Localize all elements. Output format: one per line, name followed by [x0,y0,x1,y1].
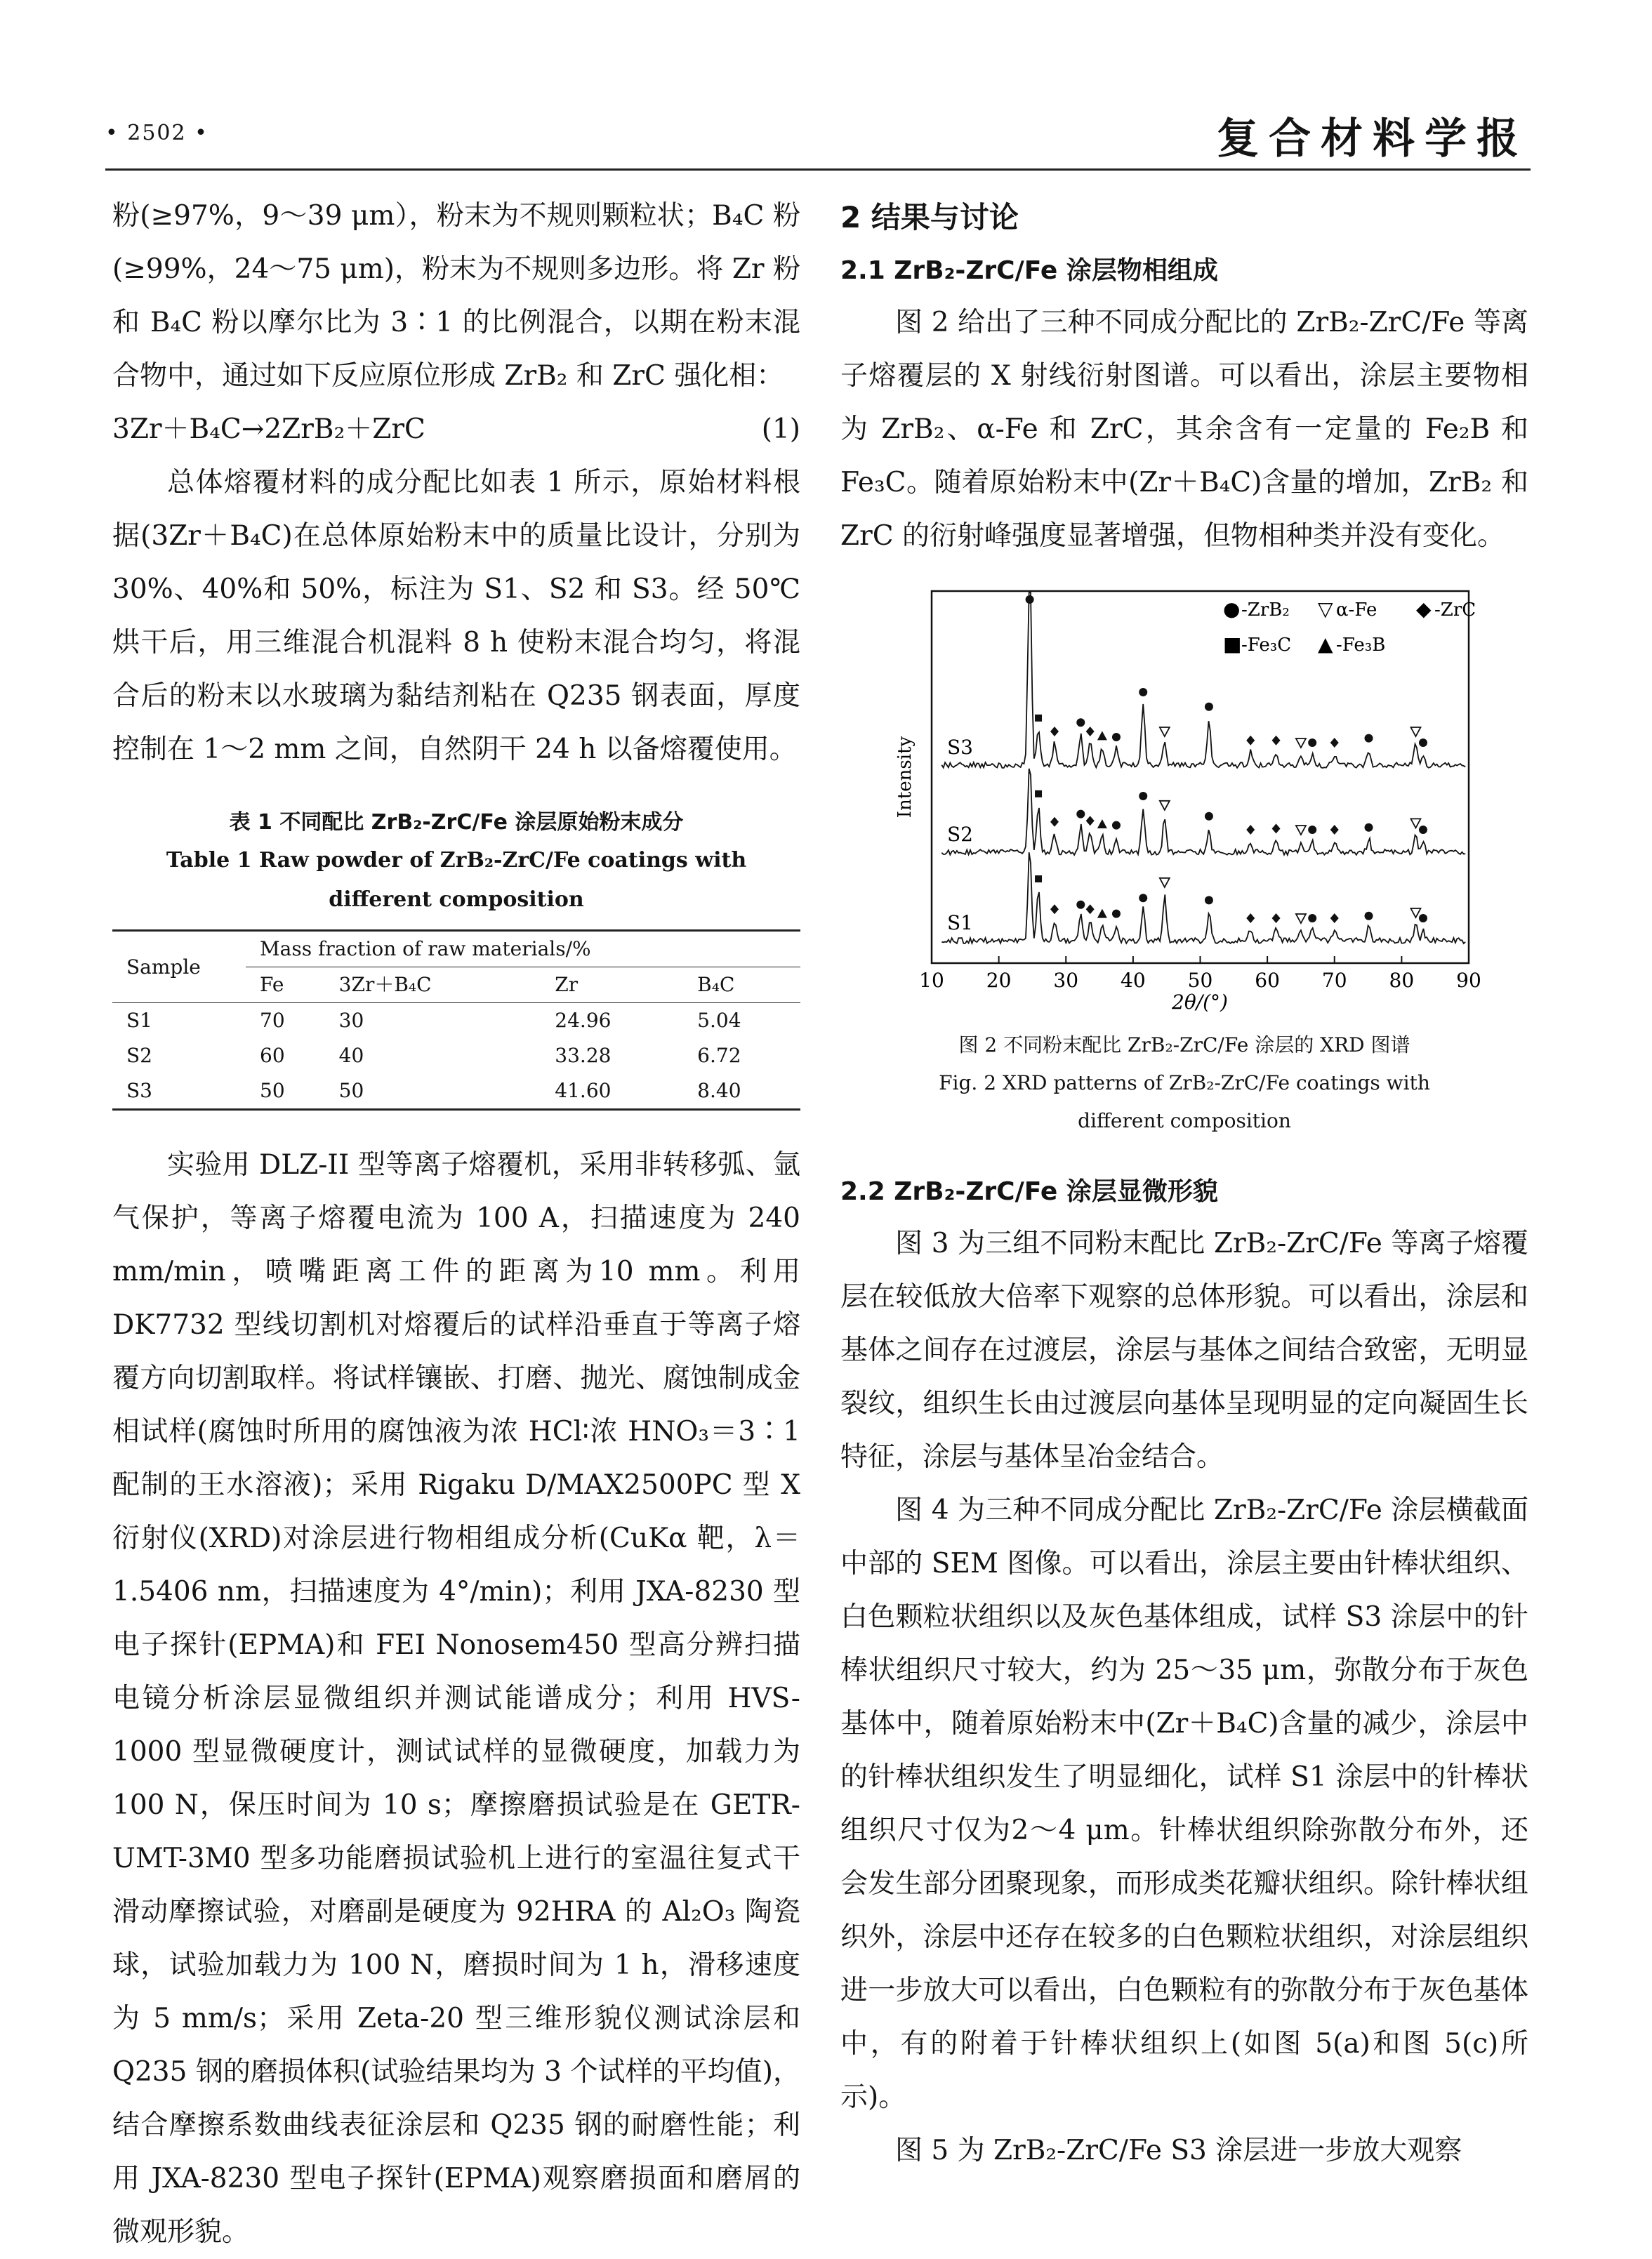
peak-marker-zrc [1050,817,1059,827]
peak-marker-alpha-fe [1160,727,1170,736]
equation-line [112,403,800,456]
peak-marker-alpha-fe [1410,819,1420,828]
x-tick-label: 80 [1389,969,1415,992]
x-tick-label: 40 [1121,969,1146,992]
legend-label: -Fe₃C [1241,635,1292,656]
x-tick-label: 10 [919,969,944,992]
peak-marker-zrc [1330,738,1339,748]
composition-table [112,929,800,1111]
table-cell: 70 [246,1003,325,1039]
peak-marker-zrb2 [1112,821,1121,830]
peak-marker-zrb2 [1205,896,1213,904]
peak-marker-fe3b [1097,731,1107,740]
peak-marker-zrb2 [1365,912,1373,920]
peak-marker-fe3b [1097,909,1107,918]
peak-marker-zrc [1246,736,1255,746]
legend-label: -Fe₃B [1336,635,1386,656]
table-caption-en-2: different composition [329,887,584,912]
peak-marker-zrb2 [1076,810,1085,819]
peak-marker-zrb2 [1026,595,1034,604]
peak-marker-zrb2 [1419,914,1427,922]
peak-marker-zrb2 [1365,823,1373,832]
peak-marker-fe3c [1035,875,1042,882]
peak-marker-zrb2 [1112,733,1121,741]
table-cell: S3 [112,1073,246,1110]
figure-caption-cn: 图 2 不同粉末配比 ZrB₂-ZrC/Fe 涂层的 XRD 图谱 [958,1033,1410,1056]
subsection-heading: 2.1 ZrB₂-ZrC/Fe 涂层物相组成 [840,256,1218,285]
peak-marker-zrb2 [1139,894,1147,902]
table-cell: 5.04 [683,1003,800,1039]
peak-marker-zrc [1272,913,1281,923]
table-header-sample: Sample [112,931,246,1003]
table-cell: S2 [126,1044,152,1067]
table-cell: S1 [112,1003,246,1039]
peak-marker-zrc [1246,825,1255,835]
table-row [112,1073,800,1110]
peak-marker-zrc [1246,913,1255,923]
peak-marker-alpha-fe [1410,727,1420,736]
table-cell: 60 [260,1044,285,1067]
table-cell: 33.28 [555,1044,612,1067]
x-axis-label: 2θ/(°) [1172,991,1228,1012]
table-cell: 50 [246,1073,325,1110]
peak-marker-zrb2 [1308,738,1316,747]
section-heading: 2 结果与讨论 [840,200,1019,234]
peak-marker-zrb2 [1419,738,1427,747]
series-label: S1 [947,911,973,934]
legend-label: -ZrC [1434,599,1476,621]
table-cell: 24.96 [541,1003,683,1039]
paragraph: 实验用 DLZ-II 型等离子熔覆机，采用非转移弧、氩气保护，等离子熔覆电流为 100 A，扫描速度为 240 mm/min，喷嘴距离工件的距离为10 mm。利用 DK7732 型线切割机对熔覆后的试样沿垂直于等离子熔覆方向切割取样。将试样镶嵌、打磨、抛光、腐蚀制成金相试样(腐蚀时所用的腐蚀液为浓 HCl∶浓 HNO₃＝3∶1 配制的王水溶液)；采用 Rigaku D/MAX2500PC 型 X 衍射仪(XRD)对涂层进行物相组成分析(CuKα 靶，λ＝1.5406 nm，扫描速度为 4°/min)；利用 JXA-8230 型电子探针(EPMA)和 FEI Nonosem450 型高分辨扫描电镜分析涂层显微组织并测试能谱成分；利用 HVS-1000 型显微硬度计，测试试样的显微硬度，加载力为 100 N，保压时间为 10 s；摩擦磨损试验是在 GETR-UMT-3M0 型多功能磨损试验机上进行的室温往复式干滑动摩擦试验，对磨副是硬度为 92HRA 的 Al₂O₃ 陶瓷球，试验加载力为 100 N，磨损时间为 1 h，滑移速度为 5 mm/s；采用 Zeta-20 型三维形貌仪测试涂层和 Q235 钢的磨损体积(试验结果均为 3 个试样的平均值)，结合摩擦系数曲线表征涂层和 Q235 钢的耐磨性能；利用 JXA-8230 型电子探针(EPMA)观察磨损面和磨屑的微观形貌。 [112,1149,800,2248]
peak-marker-zrb2 [1308,914,1316,922]
peak-marker-alpha-fe [1160,801,1170,810]
x-tick-label: 20 [986,969,1012,992]
legend-marker: ▲ [1318,632,1333,656]
series-label: S2 [947,823,973,846]
table-group-header: Mass fraction of raw materials/% [246,931,800,967]
series-label: S3 [947,736,973,759]
page-number: • 2502 • [105,121,209,145]
peak-marker-zrb2 [1419,826,1427,834]
peak-marker-zrc [1086,727,1095,736]
table-caption-en: Table 1 Raw powder of ZrB₂-ZrC/Fe coatings with [166,848,747,873]
legend-marker: ▽ [1318,597,1333,621]
table-cell: 50 [325,1073,541,1110]
paragraph: 图 3 为三组不同粉末配比 ZrB₂-ZrC/Fe 等离子熔覆层在较低放大倍率下观察的总体形貌。可以看出，涂层和基体之间存在过渡层，涂层与基体之间结合致密，无明显裂纹，组织生长由过渡层向基体呈现明显的定向凝固生长特征，涂层与基体呈冶金结合。 [840,1228,1528,1473]
journal-title: 复合材料学报 [1217,114,1528,164]
paragraph: 粉(≥97%，9～39 μm），粉末为不规则颗粒状；B₄C 粉(≥99%，24～75 μm)，粉末为不规则多边形。将 Zr 粉和 B₄C 粉以摩尔比为 3∶1 的比例混合，以期在粉末混合物中，通过如下反应原位形成 ZrB₂ 和 ZrC 强化相： [112,200,800,392]
peak-marker-zrb2 [1308,826,1316,834]
table-subheader: Zr [541,967,683,1003]
right-column [840,190,1528,2178]
y-axis-label: Intensity [894,736,916,819]
x-tick-label: 90 [1456,969,1481,992]
paragraph: 图 5 为 ZrB₂-ZrC/Fe S3 涂层进一步放大观察 [895,2135,1462,2166]
xrd-trace-s3 [941,592,1465,768]
figure-caption-en-2: different composition [1078,1109,1291,1132]
peak-marker-zrb2 [1076,718,1085,727]
x-tick-label: 60 [1255,969,1280,992]
xrd-trace-s1 [941,852,1465,943]
equation: 3Zr＋B₄C→2ZrB₂＋ZrC [112,413,425,445]
peak-marker-alpha-fe [1410,908,1420,917]
peak-marker-zrc [1272,823,1281,833]
peak-marker-zrb2 [1139,792,1147,800]
table-cell: 40 [338,1044,364,1067]
left-column [112,190,800,2259]
peak-marker-zrb2 [1076,901,1085,909]
peak-marker-zrb2 [1112,910,1121,918]
table-subheader: 3Zr＋B₄C [325,967,541,1003]
paragraph: 图 2 给出了三种不同成分配比的 ZrB₂-ZrC/Fe 等离子熔覆层的 X 射线衍射图谱。可以看出，涂层主要物相为 ZrB₂、α-Fe 和 ZrC，其余含有一定量的 Fe₂B 和 Fe₃C。随着原始粉末中(Zr＋B₄C)含量的增加，ZrB₂ 和 ZrC 的衍射峰强度显著增强，但物相种类并没有变化。 [840,307,1528,552]
plot-frame [932,591,1469,963]
legend-label: -ZrB₂ [1241,599,1290,621]
peak-marker-alpha-fe [1296,826,1306,835]
peak-marker-zrb2 [1205,703,1213,711]
table-row [112,1003,800,1039]
x-tick-label: 50 [1187,969,1213,992]
xrd-chart [840,584,1528,1012]
table-subheader: B₄C [683,967,800,1003]
table-cell: 41.60 [541,1073,683,1110]
peak-marker-zrc [1272,736,1281,746]
xrd-figure [840,563,1528,1132]
legend-marker: ■ [1223,632,1242,656]
peak-marker-fe3c [1035,715,1042,722]
peak-marker-zrb2 [1205,812,1213,821]
peak-marker-fe3b [1097,819,1107,828]
peak-marker-fe3c [1035,790,1042,797]
table-cell: 8.40 [683,1073,800,1110]
xrd-trace-s2 [941,769,1465,855]
x-tick-label: 70 [1321,969,1347,992]
legend-marker: ● [1223,597,1241,621]
peak-marker-alpha-fe [1160,878,1170,887]
table-cell: 6.72 [697,1044,741,1067]
subsection-heading: 2.2 ZrB₂-ZrC/Fe 涂层显微形貌 [840,1177,1218,1206]
paragraph: 图 4 为三种不同成分配比 ZrB₂-ZrC/Fe 涂层横截面中部的 SEM 图像。可以看出，涂层主要由针棒状组织、白色颗粒状组织以及灰色基体组成，试样 S3 涂层中的针棒状组织尺寸较大，约为 25～35 μm，弥散分布于灰色基体中，随着原始粉末中(Zr＋B₄C)含量的减少，涂层中的针棒状组织发生了明显细化，试样 S1 涂层中的针棒状组织尺寸仅为2～4 μm。针棒状组织除弥散分布外，还会发生部分团聚现象，而形成类花瓣状组织。除针棒状组织外，涂层中还存在较多的白色颗粒状组织，对涂层组织进一步放大可以看出，白色颗粒有的弥散分布于灰色基体中，有的附着于针棒状组织上(如图 5(a)和图 5(c)所示)。 [840,1495,1528,2113]
peak-marker-zrc [1086,816,1095,826]
legend-label: α-Fe [1336,599,1377,621]
x-tick-label: 30 [1053,969,1079,992]
peak-marker-zrb2 [1365,734,1373,743]
header-rule [105,168,1531,171]
legend-marker: ◆ [1416,597,1432,621]
table-cell: 30 [325,1003,541,1039]
peak-marker-alpha-fe [1296,914,1306,923]
peak-marker-zrc [1086,904,1095,914]
table-caption-cn: 表 1 不同配比 ZrB₂-ZrC/Fe 涂层原始粉末成分 [229,810,684,835]
peak-marker-zrc [1330,913,1339,923]
table-row [112,1038,800,1073]
peak-marker-zrb2 [1139,688,1147,696]
peak-marker-zrc [1050,727,1059,736]
figure-caption-en: Fig. 2 XRD patterns of ZrB₂-ZrC/Fe coatings with [939,1071,1430,1094]
peak-marker-zrc [1050,904,1059,914]
peak-marker-alpha-fe [1296,738,1306,748]
paragraph: 总体熔覆材料的成分配比如表 1 所示，原始材料根据(3Zr＋B₄C)在总体原始粉末中的质量比设计，分别为 30%、40%和 50%，标注为 S1、S2 和 S3。经 50℃烘干后，用三维混合机混料 8 h 使粉末混合均匀，将混合后的粉末以水玻璃为黏结剂粘在 Q235 钢表面，厚度控制在 1～2 mm 之间，自然阴干 24 h 以备熔覆使用。 [112,467,800,765]
peak-marker-zrc [1330,825,1339,835]
table-subheader: Fe [246,967,325,1003]
equation-number: (1) [761,413,800,445]
